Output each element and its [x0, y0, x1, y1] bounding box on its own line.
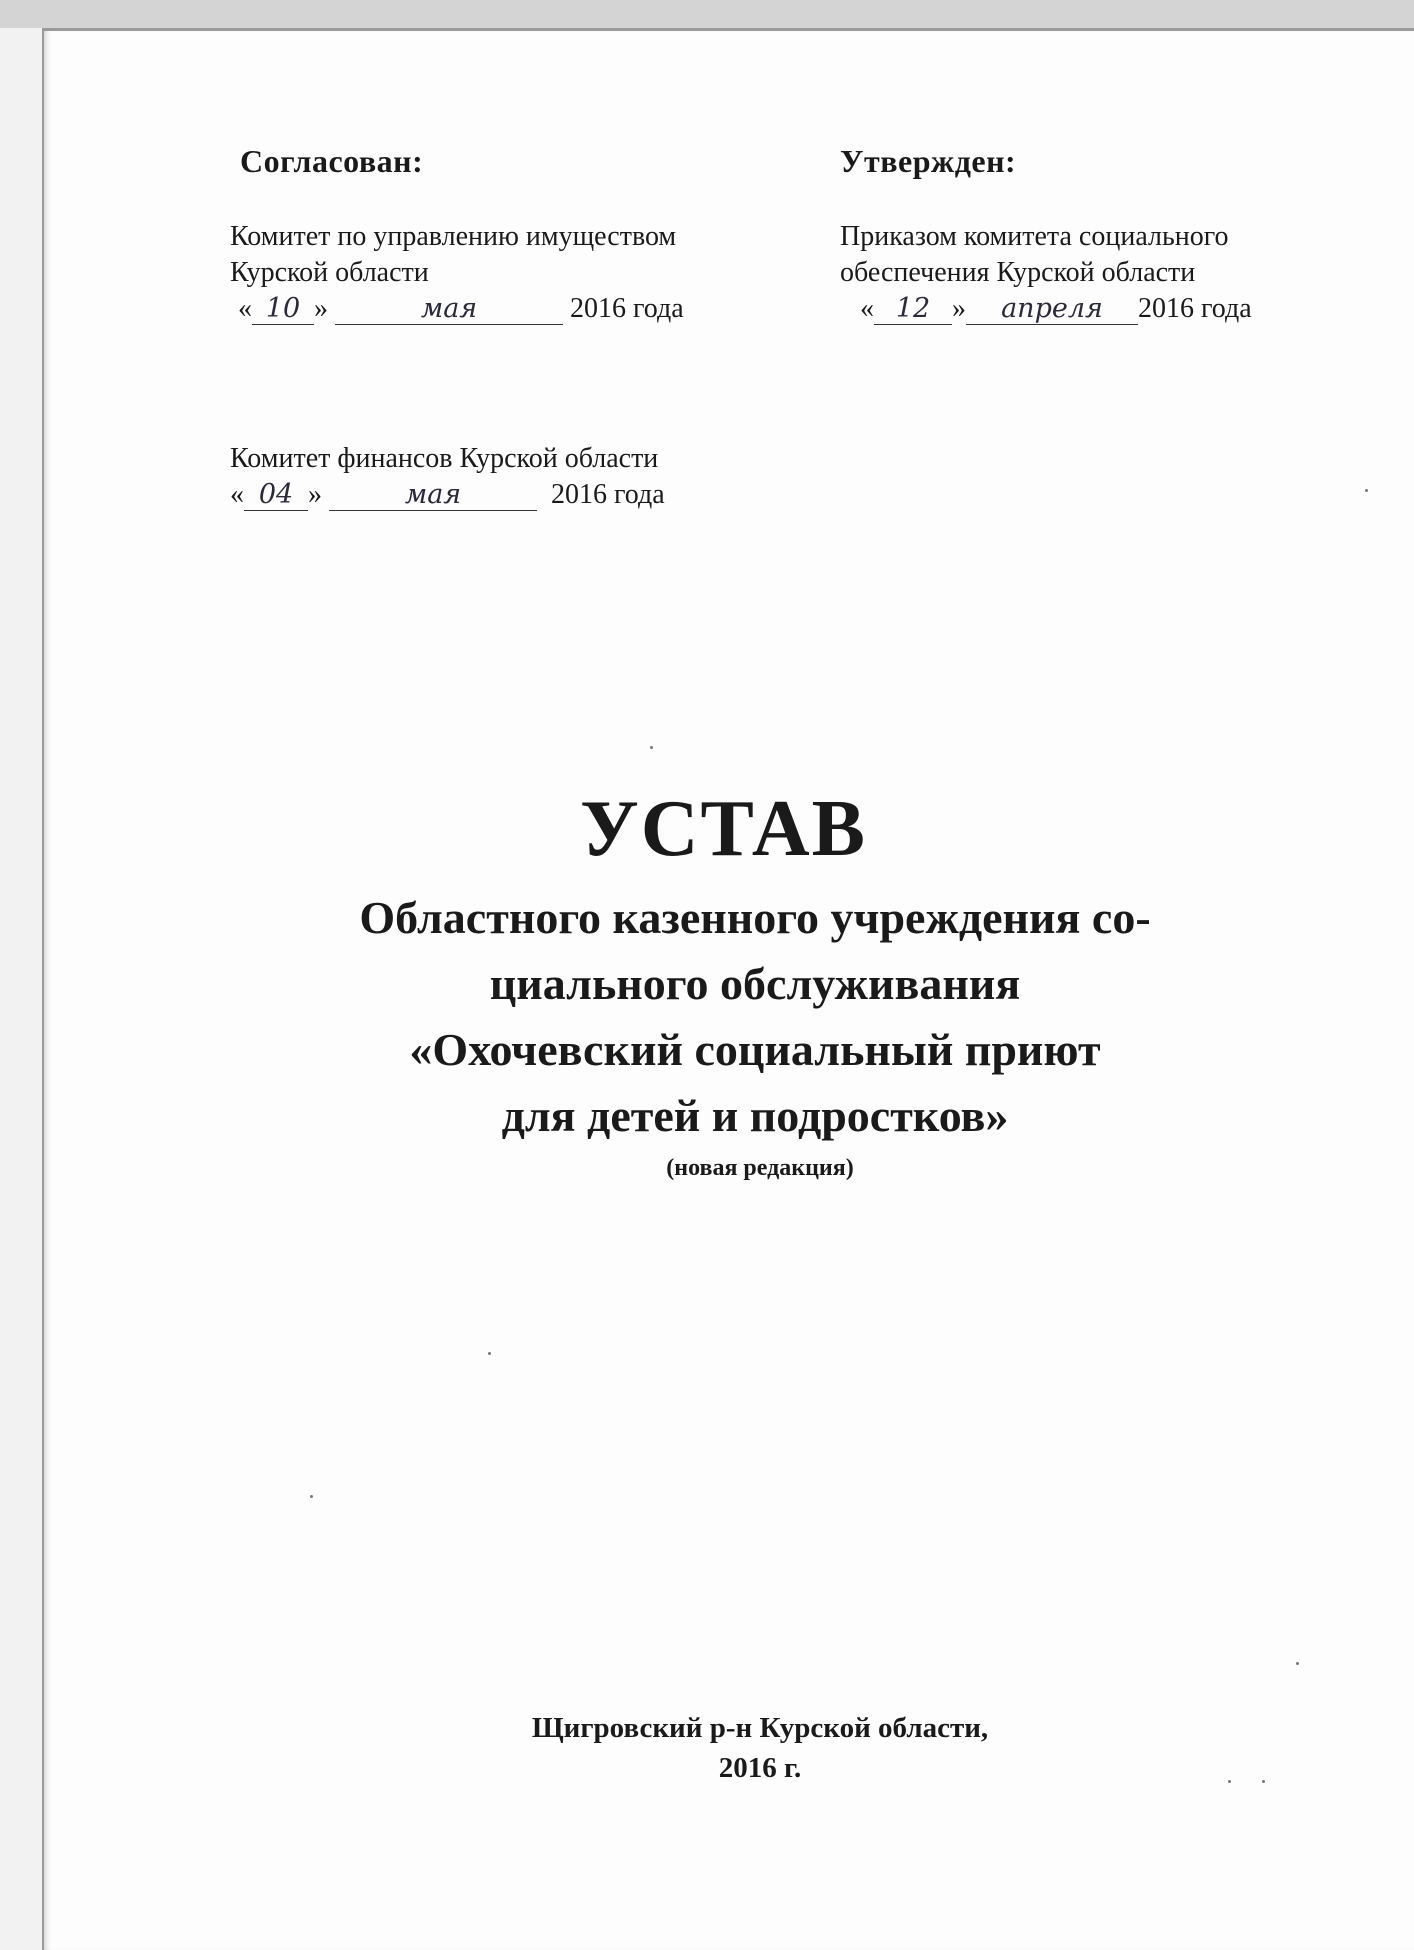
approved-org-line1: Приказом комитета социального: [840, 221, 1229, 252]
agreed-heading: Согласован:: [240, 143, 424, 179]
finance-date: « 04 » мая 2016 года: [230, 479, 665, 510]
document-edition: (новая редакция): [666, 1155, 854, 1181]
scan-speck: [1262, 1780, 1265, 1783]
scan-speck: [310, 1495, 313, 1498]
document-subtitle: [230, 885, 1280, 1149]
subtitle-line-1: Областного казенного учреждения со-: [359, 892, 1151, 943]
finance-org-line1: Комитет финансов Курской области: [230, 443, 659, 474]
scan-speck: [1228, 1780, 1231, 1783]
approved-date-day: 12: [874, 294, 952, 325]
subtitle-line-4: для детей и подростков»: [501, 1090, 1009, 1141]
finance-date-day: 04: [244, 480, 308, 511]
approved-org-line2: обеспечения Курской области: [840, 257, 1196, 288]
agreed-date: « 10 » мая 2016 года: [238, 293, 684, 324]
approved-block: [840, 219, 1252, 327]
approved-date-month: апреля: [966, 294, 1138, 325]
agreed-date-year: 2016 года: [570, 293, 684, 324]
agreed-org-line1: Комитет по управлению имуществом: [230, 221, 677, 252]
finance-block: [230, 441, 665, 513]
agreed-org-line2: Курской области: [230, 257, 429, 288]
approved-date-year: 2016 года: [1138, 293, 1252, 324]
scan-speck: [1365, 489, 1368, 492]
scan-top-strip: [0, 0, 1414, 28]
document-footer: [400, 1708, 1120, 1788]
agreed-block: [230, 219, 684, 327]
scan-speck: [488, 1352, 491, 1355]
subtitle-line-3: «Охочевский социальный приют: [409, 1024, 1101, 1075]
footer-year: 2016 г.: [718, 1752, 802, 1784]
agreed-date-month: мая: [335, 294, 563, 325]
approved-date: « 12 » апреля 2016 года: [860, 293, 1252, 324]
document-title: УСТАВ: [580, 785, 867, 873]
subtitle-line-2: циального обслуживания: [489, 958, 1021, 1009]
finance-date-month: мая: [329, 480, 537, 511]
scan-speck: [1296, 1662, 1299, 1665]
agreed-date-day: 10: [252, 294, 314, 325]
approved-heading: Утвержден:: [840, 143, 1017, 179]
finance-date-year: 2016 года: [551, 479, 665, 510]
footer-place: Щигровский р-н Курской области,: [531, 1712, 989, 1744]
scan-speck: [650, 746, 653, 749]
